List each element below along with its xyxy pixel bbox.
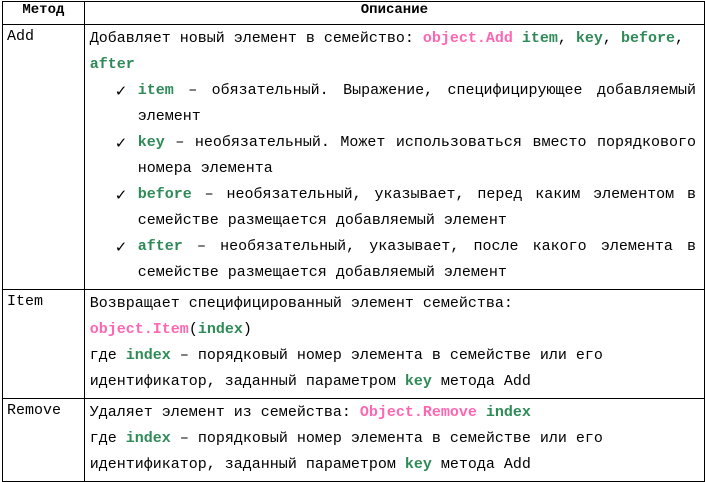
item-where-key: key [404,373,432,390]
item-where-label: где [89,347,126,364]
param-description: – обязательный. Выражение, специфицирующее добавляемый элемент [137,82,696,125]
add-syntax-key: key [575,30,603,47]
add-syntax-object: object.Add [422,30,513,47]
method-description-add [84,25,704,290]
remove-where-label: где [89,430,126,447]
table-row-add [3,25,705,290]
check-icon: ✓ [114,82,128,100]
method-name-item: Item [3,290,85,399]
remove-where-key: key [404,456,432,473]
remove-syntax-param: index [485,404,531,421]
item-syntax-paren-open: ( [188,321,198,338]
method-name-add: Add [3,25,85,290]
add-parameter-list [90,78,696,286]
list-item [115,234,696,286]
item-where-text [90,343,696,395]
check-icon: ✓ [114,134,128,152]
method-description-item [84,290,704,399]
item-description-text: Возвращает специфицированный элемент семейства: [89,295,513,312]
add-syntax-comma: , [602,30,621,47]
method-description-remove [84,399,704,482]
add-syntax-item: item [521,30,558,47]
item-syntax-object: object.Item [89,321,189,338]
check-icon: ✓ [114,186,128,204]
param-name: after [137,238,183,255]
header-row [3,2,705,25]
item-where-explanation: – порядковый номер элемента в семействе или его идентификатор, заданный параметром [89,347,603,390]
remove-where-text [90,426,696,478]
param-name: item [137,82,174,99]
param-name: key [137,134,165,151]
item-where-tail: метода Add [431,373,531,390]
item-syntax-paren-close: ) [242,321,252,338]
param-description: – необязательный. Может использоваться вместо порядкового номера элемента [137,134,696,177]
add-syntax-comma: , [557,30,576,47]
table-row-remove [3,399,705,482]
check-icon: ✓ [114,238,128,256]
remove-where-index: index [125,430,171,447]
list-item [115,130,696,182]
method-name-remove: Remove [3,399,85,482]
remove-syntax-object: Object.Remove [359,404,477,421]
list-item [115,78,696,130]
list-item [115,182,696,234]
add-syntax-before: before [620,30,675,47]
remove-where-explanation: – порядковый номер элемента в семействе или его идентификатор, заданный параметром [89,430,603,473]
add-intro-text: Добавляет новый элемент в семейство: [89,30,423,47]
remove-where-tail: метода Add [431,456,531,473]
remove-intro-text: Удаляет элемент из семейства: [89,404,360,421]
add-syntax-after: after [89,56,135,73]
param-name: before [137,186,192,203]
method-column-header: Метод [3,2,85,25]
item-syntax-param: index [197,321,243,338]
methods-table [2,1,705,482]
remove-syntax-line [90,400,696,426]
add-syntax-comma: , [674,30,684,47]
param-description: – необязательный, указывает, перед каким элементом в семействе размещается добавляемый элемент [137,186,696,229]
item-where-index: index [125,347,171,364]
item-syntax-line [90,317,696,343]
table-row-item [3,290,705,399]
description-column-header: Описание [84,2,704,25]
param-description: – необязательный, указывает, после какого элемента в семействе размещается добавляемый элемент [137,238,696,281]
add-syntax-line [90,26,696,78]
